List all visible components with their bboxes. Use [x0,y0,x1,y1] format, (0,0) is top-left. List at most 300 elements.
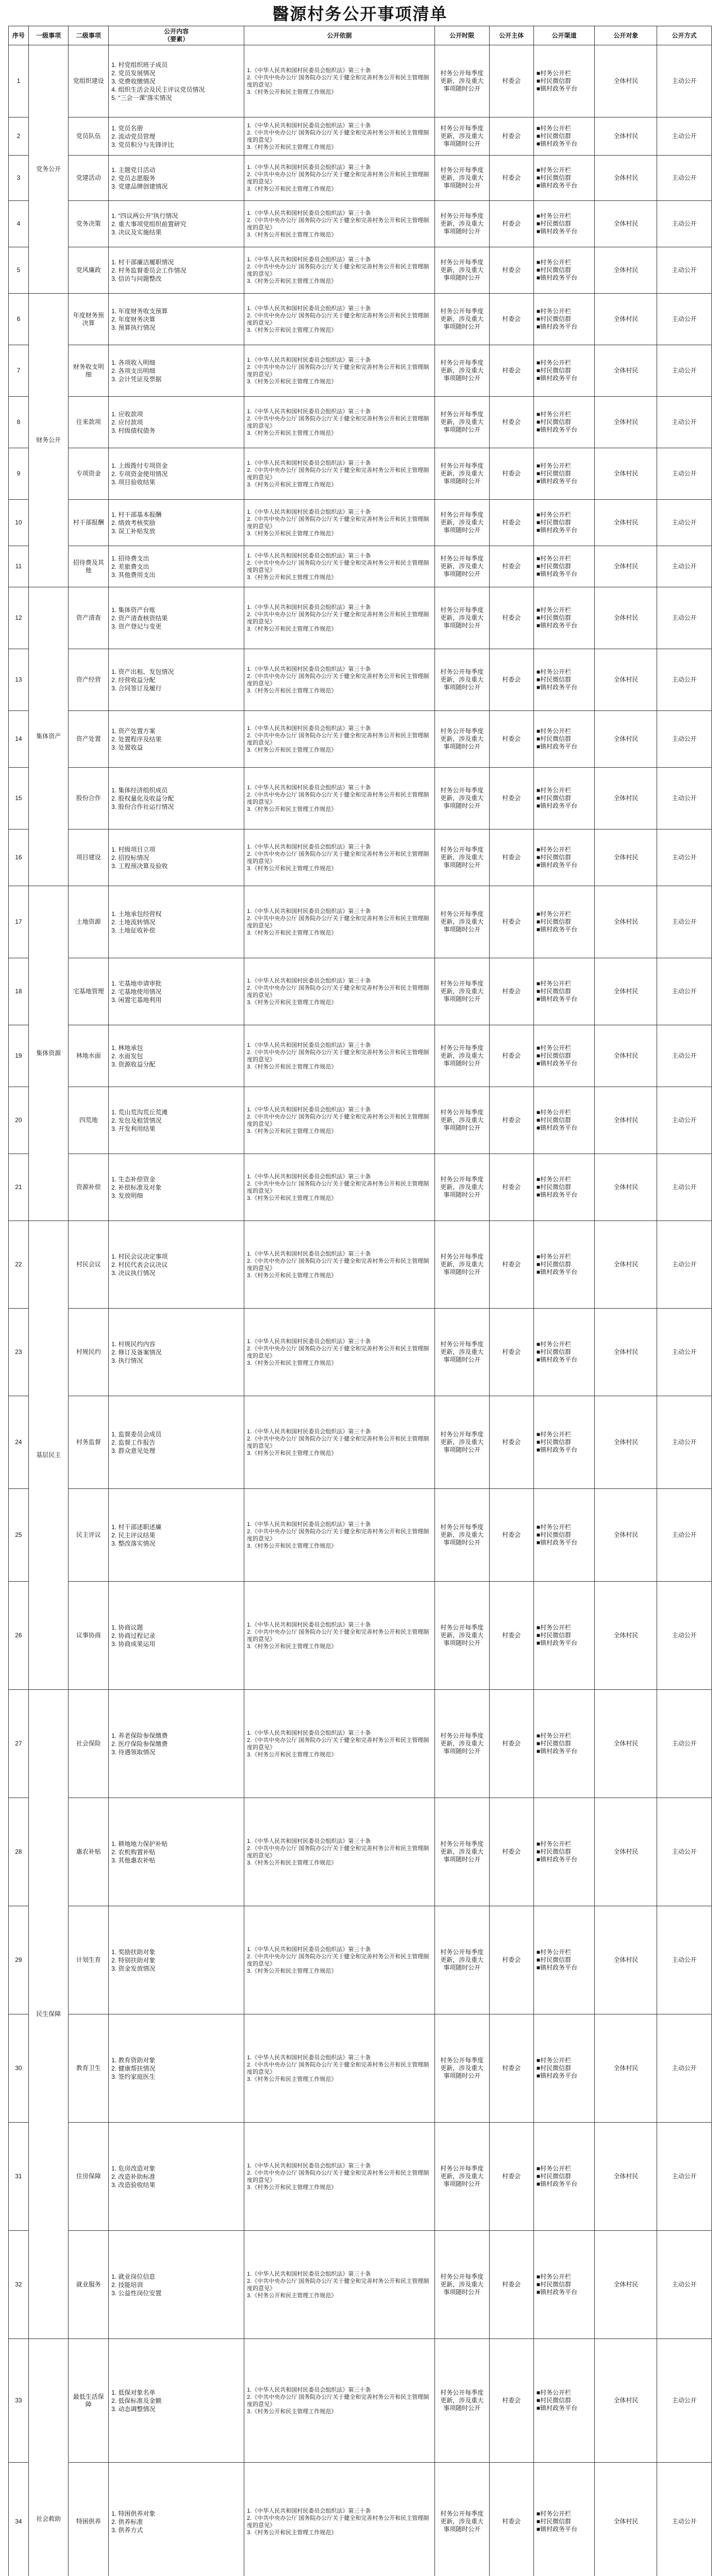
cell-time: 村务公开每季度更新，涉及重大事项随时公开 [434,2231,489,2339]
cell-basis: 1.《中华人民共和国村民委员会组织法》第三十条 2.《中共中央办公厅 国务院办公厅关于健全和完善村务公开和民主管理制度的意见》 3.《村务公开和民主管理工作规范》 [244,958,435,1025]
cell-basis: 1.《中华人民共和国村民委员会组织法》第三十条 2.《中共中央办公厅 国务院办公厅关于健全和完善村务公开和民主管理制度的意见》 3.《村务公开和民主管理工作规范》 [244,1582,435,1690]
cell-level2: 住房保障 [69,2123,109,2231]
cell-time: 村务公开每季度更新，涉及重大事项随时公开 [434,1087,489,1154]
cell-basis: 1.《中华人民共和国村民委员会组织法》第三十条 2.《中共中央办公厅 国务院办公厅关于健全和完善村务公开和民主管理制度的意见》 3.《村务公开和民主管理工作规范》 [244,2231,435,2339]
cell-content: 1. 村党组织班子成员 2. 党员发展情况 3. 党费收缴情况 4. 组织生活会及民主评议党员情况 5. “三会一课”落实情况 [109,45,244,117]
cell-subject: 村委会 [489,829,533,886]
table-row [9,2123,712,2231]
cell-time: 村务公开每季度更新，涉及重大事项随时公开 [434,1906,489,2014]
cell-seq: 1 [9,45,29,117]
cell-level2: 教育卫生 [69,2014,109,2123]
cell-seq: 26 [9,1582,29,1690]
cell-level2: 财务收支明细 [69,345,109,397]
cell-level2: 招待费及其他 [69,546,109,587]
cell-basis: 1.《中华人民共和国村民委员会组织法》第三十条 2.《中共中央办公厅 国务院办公厅关于健全和完善村务公开和民主管理制度的意见》 3.《村务公开和民主管理工作规范》 [244,2014,435,2123]
cell-subject: 村委会 [489,1087,533,1154]
cell-level2: 股份合作 [69,768,109,829]
cell-basis: 1.《中华人民共和国村民委员会组织法》第三十条 2.《中共中央办公厅 国务院办公厅关于健全和完善村务公开和民主管理制度的意见》 3.《村务公开和民主管理工作规范》 [244,829,435,886]
cell-method: 主动公开 [657,2463,712,2576]
cell-level1: 社会救助 [28,2339,69,2576]
cell-target: 全体村民 [595,2231,657,2339]
cell-target: 全体村民 [595,117,657,156]
cell-content: 1. 耕地地力保护补贴 2. 农机购置补贴 3. 其他惠农补贴 [109,1798,244,1906]
table-row [9,649,712,711]
cell-basis: 1.《中华人民共和国村民委员会组织法》第三十条 2.《中共中央办公厅 国务院办公厅关于健全和完善村务公开和民主管理制度的意见》 3.《村务公开和民主管理工作规范》 [244,886,435,958]
cell-basis: 1.《中华人民共和国村民委员会组织法》第三十条 2.《中共中央办公厅 国务院办公厅关于健全和完善村务公开和民主管理制度的意见》 3.《村务公开和民主管理工作规范》 [244,711,435,768]
cell-basis: 1.《中华人民共和国村民委员会组织法》第三十条 2.《中共中央办公厅 国务院办公厅关于健全和完善村务公开和民主管理制度的意见》 3.《村务公开和民主管理工作规范》 [244,117,435,156]
cell-target: 全体村民 [595,2014,657,2123]
cell-seq: 8 [9,397,29,448]
cell-subject: 村委会 [489,2231,533,2339]
cell-subject: 村委会 [489,2123,533,2231]
cell-target: 全体村民 [595,294,657,345]
cell-time: 村务公开每季度更新，涉及重大事项随时公开 [434,448,489,500]
cell-content: 1. 奖励扶助对象 2. 特别扶助对象 3. 资金发放情况 [109,1906,244,2014]
cell-time: 村务公开每季度更新，涉及重大事项随时公开 [434,649,489,711]
cell-seq: 31 [9,2123,29,2231]
cell-basis: 1.《中华人民共和国村民委员会组织法》第三十条 2.《中共中央办公厅 国务院办公厅关于健全和完善村务公开和民主管理制度的意见》 3.《村务公开和民主管理工作规范》 [244,1309,435,1396]
cell-channel: ■村务公开栏 ■村民微信群 ■镇村政务平台 [533,2463,595,2576]
table-row [9,247,712,294]
cell-level2: 党务决策 [69,201,109,247]
cell-target: 全体村民 [595,500,657,546]
cell-time: 村务公开每季度更新，涉及重大事项随时公开 [434,1489,489,1582]
cell-basis: 1.《中华人民共和国村民委员会组织法》第三十条 2.《中共中央办公厅 国务院办公厅关于健全和完善村务公开和民主管理制度的意见》 3.《村务公开和民主管理工作规范》 [244,1489,435,1582]
cell-target: 全体村民 [595,397,657,448]
cell-content: 1. 资产处置方案 2. 处置程序及结果 3. 处置收益 [109,711,244,768]
cell-content: 1. 集体资产台账 2. 资产清查核资结果 3. 资产登记与变更 [109,587,244,649]
cell-target: 全体村民 [595,587,657,649]
cell-seq: 6 [9,294,29,345]
cell-method: 主动公开 [657,1309,712,1396]
disclosure-table [8,26,712,2576]
table-row [9,546,712,587]
cell-method: 主动公开 [657,587,712,649]
header-subject: 公开主体 [489,26,533,45]
cell-target: 全体村民 [595,546,657,587]
cell-channel: ■村务公开栏 ■村民微信群 ■镇村政务平台 [533,117,595,156]
cell-subject: 村委会 [489,587,533,649]
cell-subject: 村委会 [489,1025,533,1087]
table-row [9,1582,712,1690]
cell-time: 村务公开每季度更新，涉及重大事项随时公开 [434,397,489,448]
cell-target: 全体村民 [595,1690,657,1798]
table-row [9,1025,712,1087]
cell-target: 全体村民 [595,448,657,500]
cell-method: 主动公开 [657,500,712,546]
cell-content: 1. 村民会议决定事项 2. 村民代表会议决议 3. 决议执行情况 [109,1221,244,1309]
cell-seq: 14 [9,711,29,768]
cell-content: 1. 生态补偿资金 2. 补偿标准及对象 3. 发放明细 [109,1154,244,1221]
cell-level2: 土地资源 [69,886,109,958]
cell-basis: 1.《中华人民共和国村民委员会组织法》第三十条 2.《中共中央办公厅 国务院办公厅关于健全和完善村务公开和民主管理制度的意见》 3.《村务公开和民主管理工作规范》 [244,156,435,201]
cell-subject: 村委会 [489,1396,533,1489]
table-row [9,397,712,448]
cell-content: 1. 村干部述职述廉 2. 民主评议结果 3. 整改落实情况 [109,1489,244,1582]
cell-level2: 社会保险 [69,1690,109,1798]
cell-time: 村务公开每季度更新，涉及重大事项随时公开 [434,500,489,546]
cell-channel: ■村务公开栏 ■村民微信群 ■镇村政务平台 [533,1798,595,1906]
cell-target: 全体村民 [595,247,657,294]
cell-time: 村务公开每季度更新，涉及重大事项随时公开 [434,247,489,294]
cell-content: 1. 应收款项 2. 应付款项 3. 村级债权债务 [109,397,244,448]
table-row [9,958,712,1025]
cell-channel: ■村务公开栏 ■村民微信群 ■镇村政务平台 [533,1154,595,1221]
cell-level2: 林地水面 [69,1025,109,1087]
header-target: 公开对象 [595,26,657,45]
cell-subject: 村委会 [489,2463,533,2576]
cell-method: 主动公开 [657,1690,712,1798]
cell-level2: 资产处置 [69,711,109,768]
cell-level2: 宅基地管理 [69,958,109,1025]
cell-channel: ■村务公开栏 ■村民微信群 ■镇村政务平台 [533,156,595,201]
cell-seq: 9 [9,448,29,500]
table-row [9,829,712,886]
cell-level1: 基层民主 [28,1221,69,1690]
cell-time: 村务公开每季度更新，涉及重大事项随时公开 [434,45,489,117]
cell-subject: 村委会 [489,345,533,397]
cell-level2: 民主评议 [69,1489,109,1582]
cell-method: 主动公开 [657,958,712,1025]
cell-target: 全体村民 [595,1489,657,1582]
cell-subject: 村委会 [489,1489,533,1582]
table-body [9,45,712,2576]
cell-target: 全体村民 [595,829,657,886]
cell-time: 村务公开每季度更新，涉及重大事项随时公开 [434,2339,489,2463]
cell-target: 全体村民 [595,156,657,201]
header-basis: 公开依据 [244,26,435,45]
cell-time: 村务公开每季度更新，涉及重大事项随时公开 [434,201,489,247]
cell-method: 主动公开 [657,768,712,829]
cell-time: 村务公开每季度更新，涉及重大事项随时公开 [434,1309,489,1396]
cell-subject: 村委会 [489,1221,533,1309]
cell-content: 1. 各项收入明细 2. 各项支出明细 3. 会计凭证及票据 [109,345,244,397]
cell-channel: ■村务公开栏 ■村民微信群 ■镇村政务平台 [533,587,595,649]
cell-seq: 27 [9,1690,29,1798]
cell-level1: 民生保障 [28,1690,69,2339]
table-row [9,117,712,156]
cell-channel: ■村务公开栏 ■村民微信群 ■镇村政务平台 [533,1309,595,1396]
cell-channel: ■村务公开栏 ■村民微信群 ■镇村政务平台 [533,1906,595,2014]
cell-basis: 1.《中华人民共和国村民委员会组织法》第三十条 2.《中共中央办公厅 国务院办公厅关于健全和完善村务公开和民主管理制度的意见》 3.《村务公开和民主管理工作规范》 [244,1221,435,1309]
cell-subject: 村委会 [489,247,533,294]
table-row [9,1798,712,1906]
cell-time: 村务公开每季度更新，涉及重大事项随时公开 [434,958,489,1025]
cell-method: 主动公开 [657,1798,712,1906]
cell-time: 村务公开每季度更新，涉及重大事项随时公开 [434,117,489,156]
cell-method: 主动公开 [657,2231,712,2339]
table-row [9,2339,712,2463]
cell-content: 1. 林地承包 2. 水面发包 3. 资源收益分配 [109,1025,244,1087]
cell-subject: 村委会 [489,958,533,1025]
cell-subject: 村委会 [489,201,533,247]
cell-level2: 往来款项 [69,397,109,448]
cell-channel: ■村务公开栏 ■村民微信群 ■镇村政务平台 [533,345,595,397]
cell-content: 1. 招待费支出 2. 差旅费支出 3. 其他费用支出 [109,546,244,587]
cell-content: 1. 村级项目立项 2. 招投标情况 3. 工程预决算及验收 [109,829,244,886]
cell-method: 主动公开 [657,345,712,397]
table-row [9,1154,712,1221]
cell-channel: ■村务公开栏 ■村民微信群 ■镇村政务平台 [533,1582,595,1690]
cell-method: 主动公开 [657,247,712,294]
cell-basis: 1.《中华人民共和国村民委员会组织法》第三十条 2.《中共中央办公厅 国务院办公厅关于健全和完善村务公开和民主管理制度的意见》 3.《村务公开和民主管理工作规范》 [244,1798,435,1906]
cell-channel: ■村务公开栏 ■村民微信群 ■镇村政务平台 [533,649,595,711]
cell-method: 主动公开 [657,1489,712,1582]
cell-level2: 惠农补贴 [69,1798,109,1906]
cell-content: 1. 村规民约内容 2. 修订及备案情况 3. 执行情况 [109,1309,244,1396]
cell-level2: 计划生育 [69,1906,109,2014]
cell-time: 村务公开每季度更新，涉及重大事项随时公开 [434,1396,489,1489]
cell-time: 村务公开每季度更新，涉及重大事项随时公开 [434,1221,489,1309]
cell-level2: 议事协商 [69,1582,109,1690]
cell-method: 主动公开 [657,829,712,886]
cell-channel: ■村务公开栏 ■村民微信群 ■镇村政务平台 [533,1489,595,1582]
cell-content: 1. 土地承包经营权 2. 土地流转情况 3. 土地征收补偿 [109,886,244,958]
cell-content: 1. 资产出租、发包情况 2. 经营收益分配 3. 合同签订及履行 [109,649,244,711]
cell-method: 主动公开 [657,45,712,117]
table-row [9,2231,712,2339]
cell-target: 全体村民 [595,2123,657,2231]
table-row [9,1396,712,1489]
cell-content: 1. 年度财务收支预算 2. 年度财务决算 3. 预算执行情况 [109,294,244,345]
cell-target: 全体村民 [595,1906,657,2014]
cell-content: 1. 宅基地申请审批 2. 宅基地使用情况 3. 闲置宅基地利用 [109,958,244,1025]
cell-basis: 1.《中华人民共和国村民委员会组织法》第三十条 2.《中共中央办公厅 国务院办公厅关于健全和完善村务公开和民主管理制度的意见》 3.《村务公开和民主管理工作规范》 [244,1025,435,1087]
cell-subject: 村委会 [489,1309,533,1396]
cell-level1: 集体资源 [28,886,69,1221]
cell-subject: 村委会 [489,768,533,829]
cell-method: 主动公开 [657,1221,712,1309]
cell-basis: 1.《中华人民共和国村民委员会组织法》第三十条 2.《中共中央办公厅 国务院办公厅关于健全和完善村务公开和民主管理制度的意见》 3.《村务公开和民主管理工作规范》 [244,1154,435,1221]
cell-content: 1. 养老保险参保缴费 2. 医疗保险参保缴费 3. 待遇领取情况 [109,1690,244,1798]
cell-method: 主动公开 [657,397,712,448]
cell-subject: 村委会 [489,1154,533,1221]
cell-content: 1. 教育资助对象 2. 健康帮扶情况 3. 签约家庭医生 [109,2014,244,2123]
cell-method: 主动公开 [657,1154,712,1221]
cell-target: 全体村民 [595,886,657,958]
header-row [9,26,712,45]
cell-channel: ■村务公开栏 ■村民微信群 ■镇村政务平台 [533,247,595,294]
cell-target: 全体村民 [595,958,657,1025]
cell-method: 主动公开 [657,1025,712,1087]
cell-time: 村务公开每季度更新，涉及重大事项随时公开 [434,546,489,587]
table-row [9,2463,712,2576]
cell-subject: 村委会 [489,1906,533,2014]
cell-time: 村务公开每季度更新，涉及重大事项随时公开 [434,711,489,768]
cell-target: 全体村民 [595,649,657,711]
cell-time: 村务公开每季度更新，涉及重大事项随时公开 [434,156,489,201]
cell-content: 1. 村干部廉洁履职情况 2. 村务监督委员会工作情况 3. 信访与问题整改 [109,247,244,294]
cell-seq: 19 [9,1025,29,1087]
cell-target: 全体村民 [595,2463,657,2576]
cell-time: 村务公开每季度更新，涉及重大事项随时公开 [434,587,489,649]
table-row [9,156,712,201]
cell-target: 全体村民 [595,201,657,247]
cell-channel: ■村务公开栏 ■村民微信群 ■镇村政务平台 [533,2014,595,2123]
cell-time: 村务公开每季度更新，涉及重大事项随时公开 [434,345,489,397]
cell-channel: ■村务公开栏 ■村民微信群 ■镇村政务平台 [533,397,595,448]
cell-basis: 1.《中华人民共和国村民委员会组织法》第三十条 2.《中共中央办公厅 国务院办公厅关于健全和完善村务公开和民主管理制度的意见》 3.《村务公开和民主管理工作规范》 [244,45,435,117]
cell-level2: 党员队伍 [69,117,109,156]
cell-seq: 3 [9,156,29,201]
cell-content: 1. 荒山荒沟荒丘荒滩 2. 发包及租赁情况 3. 开发利用结果 [109,1087,244,1154]
table-row [9,768,712,829]
cell-level2: 最低生活保障 [69,2339,109,2463]
cell-target: 全体村民 [595,711,657,768]
cell-level2: 村规民约 [69,1309,109,1396]
cell-level2: 项目建设 [69,829,109,886]
cell-content: 1. 特困供养对象 2. 供养标准 3. 供养方式 [109,2463,244,2576]
cell-seq: 4 [9,201,29,247]
cell-channel: ■村务公开栏 ■村民微信群 ■镇村政务平台 [533,294,595,345]
cell-level2: 就业服务 [69,2231,109,2339]
cell-channel: ■村务公开栏 ■村民微信群 ■镇村政务平台 [533,1690,595,1798]
cell-time: 村务公开每季度更新，涉及重大事项随时公开 [434,886,489,958]
cell-channel: ■村务公开栏 ■村民微信群 ■镇村政务平台 [533,546,595,587]
cell-seq: 11 [9,546,29,587]
cell-time: 村务公开每季度更新，涉及重大事项随时公开 [434,1690,489,1798]
cell-target: 全体村民 [595,1087,657,1154]
cell-target: 全体村民 [595,1154,657,1221]
cell-seq: 28 [9,1798,29,1906]
cell-content: 1. “四议两公开”执行情况 2. 重大事项党组织前置研究 3. 决议及实施结果 [109,201,244,247]
cell-seq: 13 [9,649,29,711]
cell-basis: 1.《中华人民共和国村民委员会组织法》第三十条 2.《中共中央办公厅 国务院办公厅关于健全和完善村务公开和民主管理制度的意见》 3.《村务公开和民主管理工作规范》 [244,2463,435,2576]
cell-content: 1. 协商议题 2. 协商过程记录 3. 协商成果运用 [109,1582,244,1690]
cell-seq: 10 [9,500,29,546]
header-level2: 二级事项 [69,26,109,45]
table-row [9,1906,712,2014]
cell-basis: 1.《中华人民共和国村民委员会组织法》第三十条 2.《中共中央办公厅 国务院办公厅关于健全和完善村务公开和民主管理制度的意见》 3.《村务公开和民主管理工作规范》 [244,1087,435,1154]
cell-level2: 党建活动 [69,156,109,201]
cell-channel: ■村务公开栏 ■村民微信群 ■镇村政务平台 [533,958,595,1025]
cell-level2: 村务监督 [69,1396,109,1489]
cell-time: 村务公开每季度更新，涉及重大事项随时公开 [434,294,489,345]
cell-content: 1. 危房改造对象 2. 改造补助标准 3. 改造验收结果 [109,2123,244,2231]
cell-method: 主动公开 [657,649,712,711]
cell-channel: ■村务公开栏 ■村民微信群 ■镇村政务平台 [533,829,595,886]
header-content: 公开内容 （要素） [109,26,244,45]
table-row [9,1690,712,1798]
header-level1: 一级事项 [28,26,69,45]
cell-time: 村务公开每季度更新，涉及重大事项随时公开 [434,1582,489,1690]
cell-seq: 5 [9,247,29,294]
cell-channel: ■村务公开栏 ■村民微信群 ■镇村政务平台 [533,45,595,117]
cell-seq: 17 [9,886,29,958]
header-seq: 序号 [9,26,29,45]
table-row [9,1489,712,1582]
cell-seq: 23 [9,1309,29,1396]
cell-level2: 年度财务预决算 [69,294,109,345]
cell-method: 主动公开 [657,1906,712,2014]
cell-basis: 1.《中华人民共和国村民委员会组织法》第三十条 2.《中共中央办公厅 国务院办公厅关于健全和完善村务公开和民主管理制度的意见》 3.《村务公开和民主管理工作规范》 [244,201,435,247]
cell-target: 全体村民 [595,1025,657,1087]
table-row [9,448,712,500]
cell-target: 全体村民 [595,1309,657,1396]
cell-basis: 1.《中华人民共和国村民委员会组织法》第三十条 2.《中共中央办公厅 国务院办公厅关于健全和完善村务公开和民主管理制度的意见》 3.《村务公开和民主管理工作规范》 [244,1906,435,2014]
cell-subject: 村委会 [489,117,533,156]
cell-method: 主动公开 [657,2014,712,2123]
cell-channel: ■村务公开栏 ■村民微信群 ■镇村政务平台 [533,2123,595,2231]
table-row [9,2014,712,2123]
cell-method: 主动公开 [657,2339,712,2463]
cell-target: 全体村民 [595,45,657,117]
cell-level2: 资产清查 [69,587,109,649]
cell-level2: 资产经营 [69,649,109,711]
cell-level2: 党组织建设 [69,45,109,117]
cell-channel: ■村务公开栏 ■村民微信群 ■镇村政务平台 [533,1396,595,1489]
cell-content: 1. 主题党日活动 2. 党员志愿服务 3. 党建品牌创建情况 [109,156,244,201]
cell-level1: 党务公开 [28,45,69,294]
cell-seq: 33 [9,2339,29,2463]
table-row [9,886,712,958]
cell-target: 全体村民 [595,345,657,397]
cell-time: 村务公开每季度更新，涉及重大事项随时公开 [434,829,489,886]
header-channel: 公开渠道 [533,26,595,45]
cell-method: 主动公开 [657,294,712,345]
cell-level2: 村干部报酬 [69,500,109,546]
cell-basis: 1.《中华人民共和国村民委员会组织法》第三十条 2.《中共中央办公厅 国务院办公厅关于健全和完善村务公开和民主管理制度的意见》 3.《村务公开和民主管理工作规范》 [244,587,435,649]
cell-subject: 村委会 [489,1798,533,1906]
table-row [9,587,712,649]
cell-content: 1. 监督委员会成员 2. 监督工作报告 3. 群众意见处理 [109,1396,244,1489]
cell-content: 1. 低保对象名单 2. 低保标准及金额 3. 动态调整情况 [109,2339,244,2463]
cell-subject: 村委会 [489,397,533,448]
table-row [9,500,712,546]
table-row [9,345,712,397]
cell-method: 主动公开 [657,1087,712,1154]
cell-seq: 12 [9,587,29,649]
cell-content: 1. 集体经济组织成员 2. 股权量化及收益分配 3. 股份合作社运行情况 [109,768,244,829]
cell-subject: 村委会 [489,711,533,768]
cell-seq: 32 [9,2231,29,2339]
cell-method: 主动公开 [657,1396,712,1489]
header-method: 公开方式 [657,26,712,45]
cell-time: 村务公开每季度更新，涉及重大事项随时公开 [434,2014,489,2123]
cell-subject: 村委会 [489,2339,533,2463]
cell-method: 主动公开 [657,156,712,201]
cell-seq: 30 [9,2014,29,2123]
cell-method: 主动公开 [657,546,712,587]
table-row [9,711,712,768]
table-row [9,1087,712,1154]
cell-level1: 财务公开 [28,294,69,587]
cell-channel: ■村务公开栏 ■村民微信群 ■镇村政务平台 [533,1025,595,1087]
cell-subject: 村委会 [489,1690,533,1798]
cell-subject: 村委会 [489,500,533,546]
cell-subject: 村委会 [489,294,533,345]
cell-time: 村务公开每季度更新，涉及重大事项随时公开 [434,2123,489,2231]
cell-seq: 18 [9,958,29,1025]
cell-basis: 1.《中华人民共和国村民委员会组织法》第三十条 2.《中共中央办公厅 国务院办公厅关于健全和完善村务公开和民主管理制度的意见》 3.《村务公开和民主管理工作规范》 [244,546,435,587]
cell-seq: 7 [9,345,29,397]
cell-time: 村务公开每季度更新，涉及重大事项随时公开 [434,768,489,829]
cell-basis: 1.《中华人民共和国村民委员会组织法》第三十条 2.《中共中央办公厅 国务院办公厅关于健全和完善村务公开和民主管理制度的意见》 3.《村务公开和民主管理工作规范》 [244,294,435,345]
cell-seq: 20 [9,1087,29,1154]
cell-content: 1. 村干部基本报酬 2. 绩效考核奖励 3. 误工补贴发放 [109,500,244,546]
cell-basis: 1.《中华人民共和国村民委员会组织法》第三十条 2.《中共中央办公厅 国务院办公厅关于健全和完善村务公开和民主管理制度的意见》 3.《村务公开和民主管理工作规范》 [244,768,435,829]
cell-basis: 1.《中华人民共和国村民委员会组织法》第三十条 2.《中共中央办公厅 国务院办公厅关于健全和完善村务公开和民主管理制度的意见》 3.《村务公开和民主管理工作规范》 [244,345,435,397]
cell-channel: ■村务公开栏 ■村民微信群 ■镇村政务平台 [533,1087,595,1154]
cell-method: 主动公开 [657,1582,712,1690]
cell-channel: ■村务公开栏 ■村民微信群 ■镇村政务平台 [533,768,595,829]
cell-level1: 集体资产 [28,587,69,886]
cell-subject: 村委会 [489,546,533,587]
cell-basis: 1.《中华人民共和国村民委员会组织法》第三十条 2.《中共中央办公厅 国务院办公厅关于健全和完善村务公开和民主管理制度的意见》 3.《村务公开和民主管理工作规范》 [244,1396,435,1489]
cell-basis: 1.《中华人民共和国村民委员会组织法》第三十条 2.《中共中央办公厅 国务院办公厅关于健全和完善村务公开和民主管理制度的意见》 3.《村务公开和民主管理工作规范》 [244,2339,435,2463]
cell-channel: ■村务公开栏 ■村民微信群 ■镇村政务平台 [533,448,595,500]
cell-target: 全体村民 [595,1582,657,1690]
